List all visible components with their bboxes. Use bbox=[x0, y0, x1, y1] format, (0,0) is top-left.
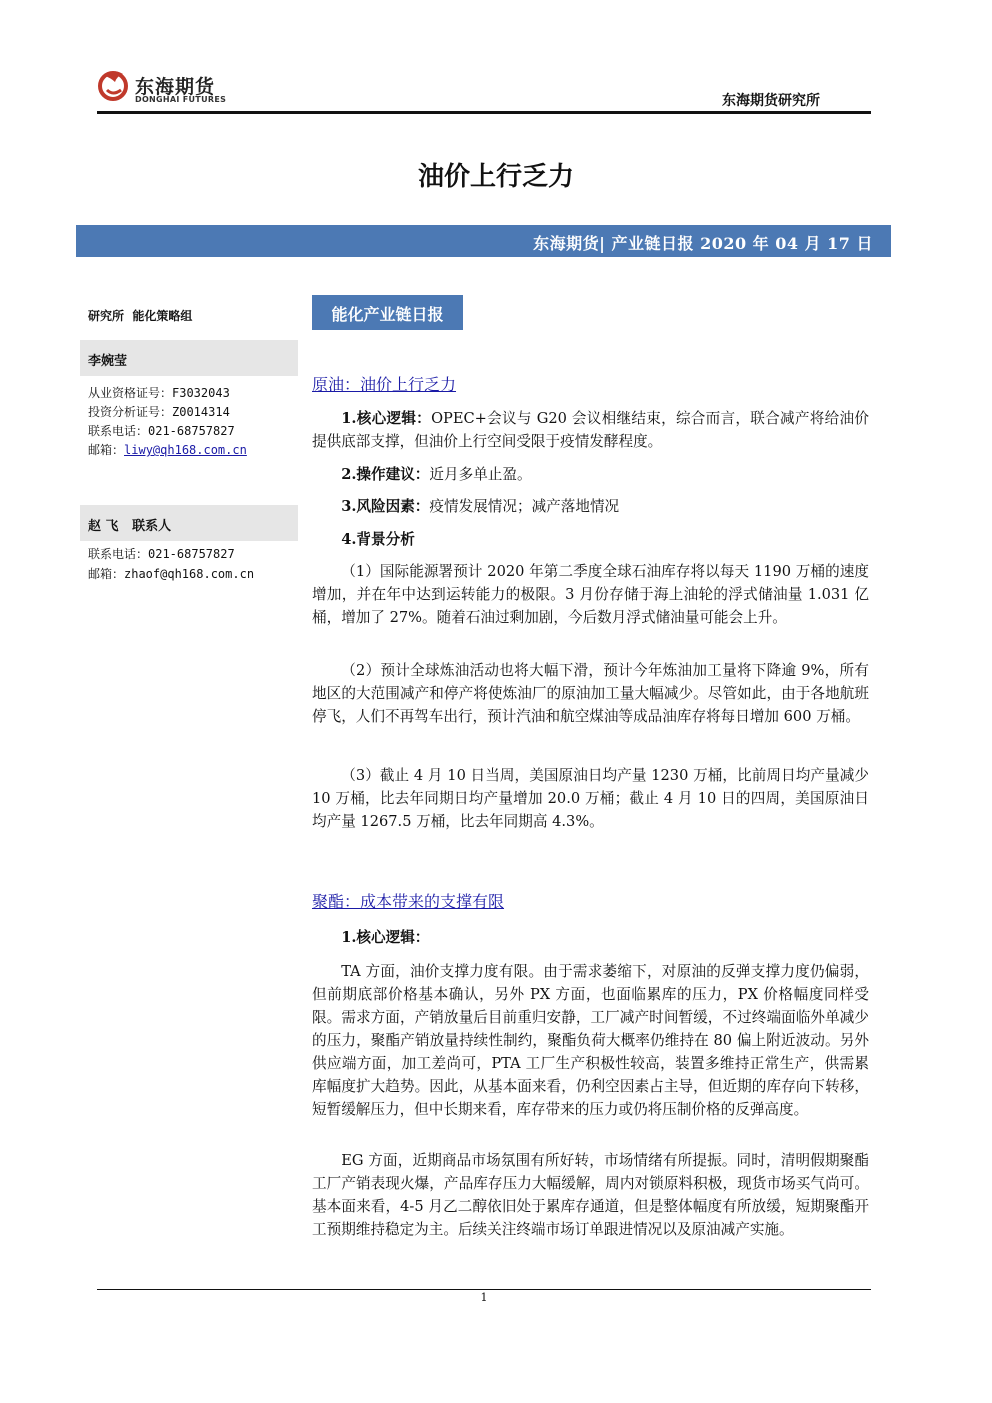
crude-advice-label: 2.操作建议： bbox=[341, 466, 430, 483]
department-label: 研究所 能化策略组 bbox=[88, 309, 193, 323]
header-institute: 东海期货研究所 bbox=[722, 93, 820, 109]
polyester-ta-paragraph: TA 方面，油价支撑力度有限。由于需求萎缩下，对原油的反弹支撑力度仍偏弱，但前期底部价格基本确认，另外 PX 方面，也面临累库的压力，PX 价格幅度同样受限。需求方面，产销放量后目前重归安静，工厂减产时间暂缓，不过终端面临外单减少的压力，聚酯产销放量持续性制约，聚酯负荷大概率仍维持在 80 偏上附近波动。另外供应端方面，加工差尚可，PTA 工厂生产积极性较高，装置多维持正常生产，供需累库幅度扩大趋势。因此，从基本面来看，仍利空因素占主导，但近期的库存向下转移，短暂缓解压力，但中长期来看，库存带来的压力或仍将压制价格的反弹高度。 bbox=[312, 963, 869, 1118]
crude-bg-paragraph-3: （3）截止 4 月 10 日当周，美国原油日均产量 1230 万桶，比前周日均产量减少 10 万桶，比去年同期日均产量增加 20.0 万桶；截止 4 月 10 日的四周，美国原油日均产量 1267.5 万桶，比去年同期高 4.3%。 bbox=[312, 767, 869, 830]
analyst-email-line bbox=[88, 441, 247, 458]
company-logo bbox=[97, 66, 232, 108]
crude-core-logic bbox=[312, 407, 869, 453]
crude-risk-label: 3.风险因素： bbox=[341, 498, 430, 515]
crude-background-heading bbox=[312, 528, 869, 551]
crude-bg-label: 4.背景分析 bbox=[341, 531, 415, 548]
crude-advice bbox=[312, 463, 869, 486]
report-type-label: 能化产业链日报 bbox=[331, 305, 444, 324]
polyester-eg-paragraph: EG 方面，近期商品市场氛围有所好转，市场情绪有所提振。同时，清明假期聚酯工厂产销表现火爆，产品库存压力大幅缓解，周内对锁原料积极，现货市场买气尚可。基本面来看，4-5 月乙二醇依旧处于累库存通道，但是整体幅度有所放缓，短期聚酯开工预期维持稳定为主。后续关注终端市场订单跟进情况以及原油减产实施。 bbox=[312, 1152, 869, 1238]
analyst-email-link[interactable]: liwy@qh168.com.cn bbox=[124, 443, 247, 457]
email-label: 邮箱： bbox=[88, 443, 125, 457]
section-heading-polyester[interactable]: 聚酯：成本带来的支撑有限 bbox=[312, 892, 505, 911]
logo-text-cn: 东海期货 bbox=[135, 76, 216, 98]
page-number: 1 bbox=[480, 1291, 488, 1304]
investment-cert: 投资分析证号：Z0014314 bbox=[88, 405, 230, 419]
report-type-tag bbox=[312, 295, 463, 330]
polyester-core-logic bbox=[312, 926, 869, 949]
header-divider bbox=[97, 111, 871, 114]
analyst-name-bar bbox=[80, 340, 298, 376]
banner-text: 东海期货| 产业链日报 2020 年 04 月 17 日 bbox=[533, 234, 873, 253]
contact-name-bar bbox=[80, 505, 298, 541]
crude-risk-text: 疫情发展情况；减产落地情况 bbox=[429, 498, 620, 515]
analyst-phone: 联系电话：021-68757827 bbox=[88, 424, 235, 438]
contact-phone: 联系电话：021-68757827 bbox=[88, 547, 235, 561]
logo-text-en: DONGHAI FUTURES bbox=[135, 95, 227, 104]
crude-bg-paragraph-1: （1）国际能源署预计 2020 年第二季度全球石油库存将以每天 1190 万桶的速度增加，并在年中达到运转能力的极限。3 月份存储于海上油轮的浮式储油量 1.031 亿桶，增加了 27%。随着石油过剩加剧，今后数月浮式储油量可能会上升。 bbox=[312, 563, 869, 626]
qualification-cert: 从业资格证号：F3032043 bbox=[88, 386, 230, 400]
crude-advice-text: 近月多单止盈。 bbox=[429, 466, 532, 483]
report-banner bbox=[76, 225, 891, 257]
document-title: 油价上行乏力 bbox=[417, 162, 574, 192]
crude-logic-label: 1.核心逻辑： bbox=[341, 410, 432, 427]
analyst-name: 李婉莹 bbox=[88, 354, 128, 369]
crude-bg-paragraph-2: （2）预计全球炼油活动也将大幅下滑，预计今年炼油加工量将下降逾 9%，所有地区的大范围减产和停产将使炼油厂的原油加工量大幅减少。尽管如此，由于各地航班停飞，人们不再驾车出行，预计汽油和航空煤油等成品油库存将每日增加 600 万桶。 bbox=[312, 662, 869, 725]
crude-risk bbox=[312, 495, 869, 518]
logo-emblem-icon bbox=[97, 66, 131, 104]
contact-email: 邮箱：zhaof@qh168.com.cn bbox=[88, 567, 255, 581]
polyester-logic-label: 1.核心逻辑： bbox=[341, 929, 430, 946]
crude-logic-text: OPEC+会议与 G20 会议相继结束，综合而言，联合减产将给油价提供底部支撑，但油价上行空间受限于疫情发酵程度。 bbox=[312, 410, 869, 450]
contact-name: 赵 飞 联系人 bbox=[88, 519, 172, 534]
footer-divider bbox=[97, 1289, 871, 1290]
section-heading-crude[interactable]: 原油：油价上行乏力 bbox=[312, 375, 457, 394]
